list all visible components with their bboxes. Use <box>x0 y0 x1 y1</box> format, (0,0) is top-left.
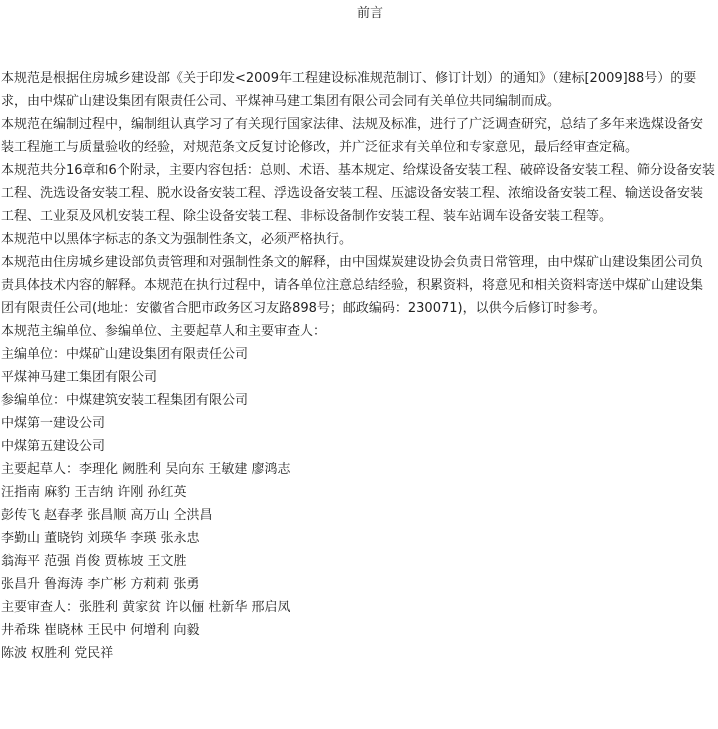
line-drafters-1: 主要起草人：李理化 阙胜利 吴向东 王敏建 廖鸿志 <box>1 462 291 477</box>
line-drafters-4: 李勤山 董晓钧 刘瑛华 李瑛 张永忠 <box>1 531 200 546</box>
line-reviewers-2: 井希珠 崔晓林 王民中 何增利 向毅 <box>1 623 200 638</box>
line-chief-unit-2: 平煤神马建工集团有限公司 <box>1 370 158 385</box>
paragraph-management: 本规范由住房城乡建设部负责管理和对强制性条文的解释，由中国煤炭建设协会负责日常管理，由中煤矿山建设集团公司负责具体技术内容的解释。本规范在执行过程中，请各单位注意总结经验，积累资料，将意见和相关资料寄送中煤矿山建设集团有限责任公司(地址：安徽省合肥市政务区习友路898号；邮政编码：230071)，以供今后修订时参考。 <box>1 255 704 316</box>
line-participating-unit: 参编单位：中煤建筑安装工程集团有限公司 <box>1 393 249 408</box>
paragraph-contents: 本规范共分16章和6个附录，主要内容包括：总则、术语、基本规定、给煤设备安装工程、破碎设备安装工程、筛分设备安装工程、洗选设备安装工程、脱水设备安装工程、浮选设备安装工程、压滤设备安装工程、浓缩设备安装工程、输送设备安装工程、工业泵及风机安装工程、除尘设备安装工程、非标设备制作安装工程、装车站调车设备安装工程等。 <box>1 163 715 224</box>
paragraph-process: 本规范在编制过程中，编制组认真学习了有关现行国家法律、法规及标准，进行了广泛调查研究，总结了多年来选煤设备安装工程施工与质量验收的经验，对规范条文反复讨论修改，并广泛征求有关单位和专家意见，最后经审查定稿。 <box>1 117 704 155</box>
line-participating-unit-2: 中煤第一建设公司 <box>1 416 106 431</box>
line-reviewers-3: 陈波 权胜利 党民祥 <box>1 646 114 661</box>
line-reviewers-1: 主要审查人：张胜利 黄家贫 许以俪 杜新华 邢启凤 <box>1 600 291 615</box>
document-body <box>1 67 715 665</box>
line-drafters-5: 翁海平 范强 肖俊 贾栋坡 王文胜 <box>1 554 187 569</box>
line-participating-unit-3: 中煤第五建设公司 <box>1 439 106 454</box>
line-drafters-6: 张昌升 鲁海涛 李广彬 方莉莉 张勇 <box>1 577 200 592</box>
paragraph-basis: 本规范是根据住房城乡建设部《关于印发<2009年工程建设标准规范制订、修订计划）的通知》（建标[2009]88号）的要求，由中煤矿山建设集团有限责任公司、平煤神马建工集团有限公司会同有关单位共同编制而成。 <box>1 71 697 109</box>
line-chief-unit: 主编单位：中煤矿山建设集团有限责任公司 <box>1 347 249 362</box>
line-drafters-2: 汪指南 麻豹 王吉纳 许刚 孙红英 <box>1 485 187 500</box>
page-title: 前言 <box>356 6 383 21</box>
line-drafters-3: 彭传飞 赵春孝 张昌顺 高万山 仝洪昌 <box>1 508 213 523</box>
paragraph-units-intro: 本规范主编单位、参编单位、主要起草人和主要审查人： <box>1 324 327 339</box>
paragraph-mandatory: 本规范中以黑体字标志的条文为强制性条文，必须严格执行。 <box>1 232 353 247</box>
